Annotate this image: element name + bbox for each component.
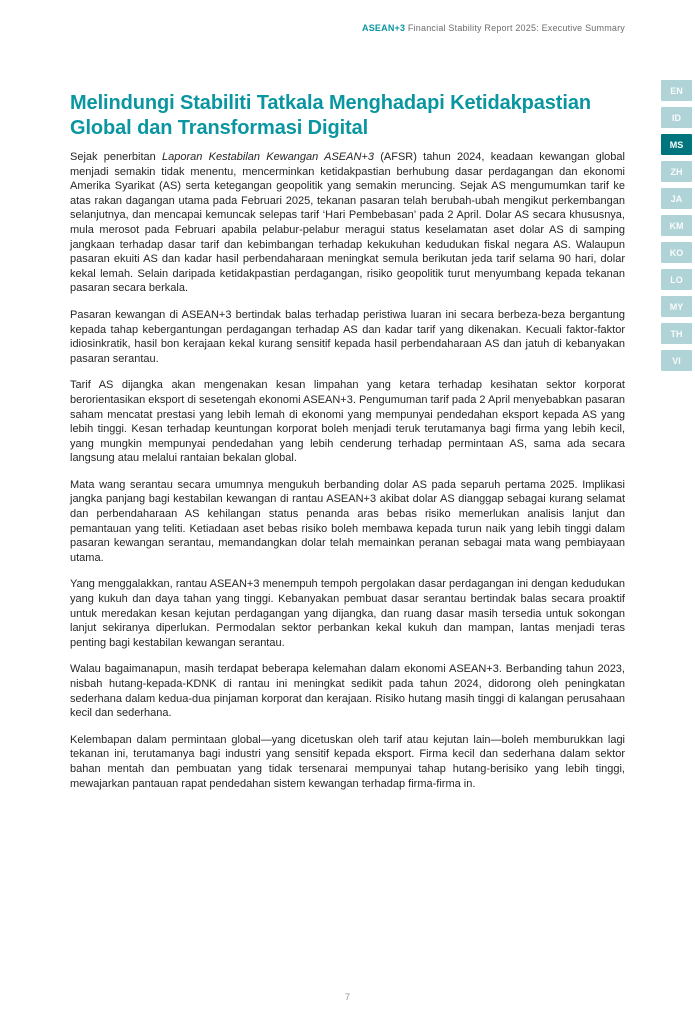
paragraph-1-italic-title: Laporan Kestabilan Kewangan ASEAN+3 bbox=[162, 151, 374, 163]
language-tab-ms[interactable]: MS bbox=[661, 134, 692, 155]
language-tab-my[interactable]: MY bbox=[661, 296, 692, 317]
paragraph-3: Tarif AS dijangka akan mengenakan kesan limpahan yang ketara terhadap kesihatan sektor korporat berorientasikan eksport di sesetengah ekonomi ASEAN+3. Pengumuman tarif pada 2 April menyebabkan pasaran saham mencatat prestasi yang lebih lemah di ekonomi yang mempunyai pendedahan eksport kepada AS yang lebih tinggi. Kesan terhadap keuntungan korporat boleh menjadi teruk terutamanya bagi firma yang lebih kecil, yang mungkin mempunyai pendedahan yang lebih cenderung terhadap permintaan AS, sama ada secara langsung atau melalui rantaian bekalan global. bbox=[70, 379, 625, 465]
paragraph-5: Yang menggalakkan, rantau ASEAN+3 menempuh tempoh pergolakan dasar perdagangan ini dengan kedudukan yang kukuh dan daya tahan yang tinggi. Kebanyakan pembuat dasar serantau bertindak balas secara proaktif untuk meredakan kesan kejutan perdagangan yang dijangka, dan ruang dasar masih tersedia untuk sokongan lanjut sekiranya diperlukan. Permodalan sektor perbankan kekal kukuh dan mampan, lantas menjadi teras penting bagi kestabilan kewangan serantau. bbox=[70, 578, 625, 649]
paragraph-7: Kelembapan dalam permintaan global—yang dicetuskan oleh tarif atau kejutan lain—boleh memburukkan lagi tekanan ini, terutamanya bagi industri yang sensitif kepada eksport. Firma kecil dan sederhana dalam sektor bahan mentah dan pembuatan yang tidak tersenarai mempunyai tahap hutang-berisiko yang lebih tinggi, mewajarkan pantauan rapat pendedahan sistem kewangan terhadap firma-firma in. bbox=[70, 733, 625, 790]
language-tab-vi[interactable]: VI bbox=[661, 350, 692, 371]
article-body bbox=[70, 150, 625, 803]
paragraph-6: Walau bagaimanapun, masih terdapat beberapa kelemahan dalam ekonomi ASEAN+3. Berbanding tahun 2023, nisbah hutang-kepada-KDNK di rantau ini meningkat sedikit pada tahun 2024, didorong oleh peningkatan sederhana dalam kedua-dua pinjaman korporat dan kerajaan. Risiko hutang masih tinggi di kalangan perusahaan kecil dan sederhana. bbox=[70, 663, 625, 720]
language-tab-th[interactable]: TH bbox=[661, 323, 692, 344]
report-title: Financial Stability Report 2025: Executive Summary bbox=[405, 23, 625, 33]
language-tab-en[interactable]: EN bbox=[661, 80, 692, 101]
language-tab-zh[interactable]: ZH bbox=[661, 161, 692, 182]
paragraph-1-post: (AFSR) tahun 2024, keadaan kewangan global menjadi semakin tidak menentu, mencerminkan ketidakpastian berhubung dasar perdagangan dan ekonomi Amerika Syarikat (AS) serta ketegangan geopolitik yang semakin meruncing. Sejak AS mengumumkan tarif ke atas rakan dagangan utama pada Februari 2025, tekanan pasaran telah berubah-ubah mengikut perkembangan selanjutnya, dan mencapai kemuncak selepas tarif ‘Hari Pembebasan’ pada 2 April. Dolar AS secara khususnya, mula merosot pada Februari apabila pelabur-pelabur meragui status keselamatan aset dolar AS di samping jangkaan terhadap dasar tarif dan kebimbangan terhadap kekukuhan kedudukan fiskal negara AS. Walaupun pasaran ekuiti AS dan kadar hasil perbendaharaan meningkat semula berikutan jeda tarif selama 90 hari, dolar kekal lemah. Selain daripada ketidakpastian perdagangan, risiko geopolitik turut menyumbang kepada tekanan pasaran secara berkala. bbox=[70, 151, 625, 295]
paragraph-1 bbox=[70, 150, 625, 296]
paragraph-4: Mata wang serantau secara umumnya mengukuh berbanding dolar AS pada separuh pertama 2025. Implikasi jangka panjang bagi kestabilan kewangan di rantau ASEAN+3 akibat dolar AS dianggap sebagai kurang selamat dan perbendaharaan AS kehilangan status penanda aras bebas risiko memerlukan analisis lanjut dan pemantauan yang teliti. Ketiadaan aset bebas risiko boleh membawa kepada turun naik yang lebih tinggi dalam pasaran kewangan serantau, memandangkan dolar telah memainkan peranan sebagai mata wang pembiayaan utama. bbox=[70, 478, 625, 564]
language-rail bbox=[661, 80, 692, 371]
page-title: Melindungi Stabiliti Tatkala Menghadapi Ketidakpastian Global dan Transformasi Digital bbox=[70, 92, 591, 140]
page-number: 7 bbox=[344, 992, 350, 1002]
language-tab-lo[interactable]: LO bbox=[661, 269, 692, 290]
language-tab-ja[interactable]: JA bbox=[661, 188, 692, 209]
language-tab-ko[interactable]: KO bbox=[661, 242, 692, 263]
running-header bbox=[70, 23, 625, 33]
report-brand: ASEAN+3 bbox=[362, 23, 406, 33]
language-tab-id[interactable]: ID bbox=[661, 107, 692, 128]
paragraph-2: Pasaran kewangan di ASEAN+3 bertindak balas terhadap peristiwa luaran ini secara berbeza-beza bergantung kepada tahap kebergantungan perdagangan terhadap AS dan kadar tarif yang dikenakan. Kecuali faktor-faktor idiosinkratik, hasil bon kerajaan kekal kurang sensitif kepada hasil perbendaharaan AS dan jatuh di kebanyakan pasaran serantau. bbox=[70, 308, 625, 365]
language-tab-km[interactable]: KM bbox=[661, 215, 692, 236]
paragraph-1-pre: Sejak penerbitan bbox=[70, 151, 163, 163]
